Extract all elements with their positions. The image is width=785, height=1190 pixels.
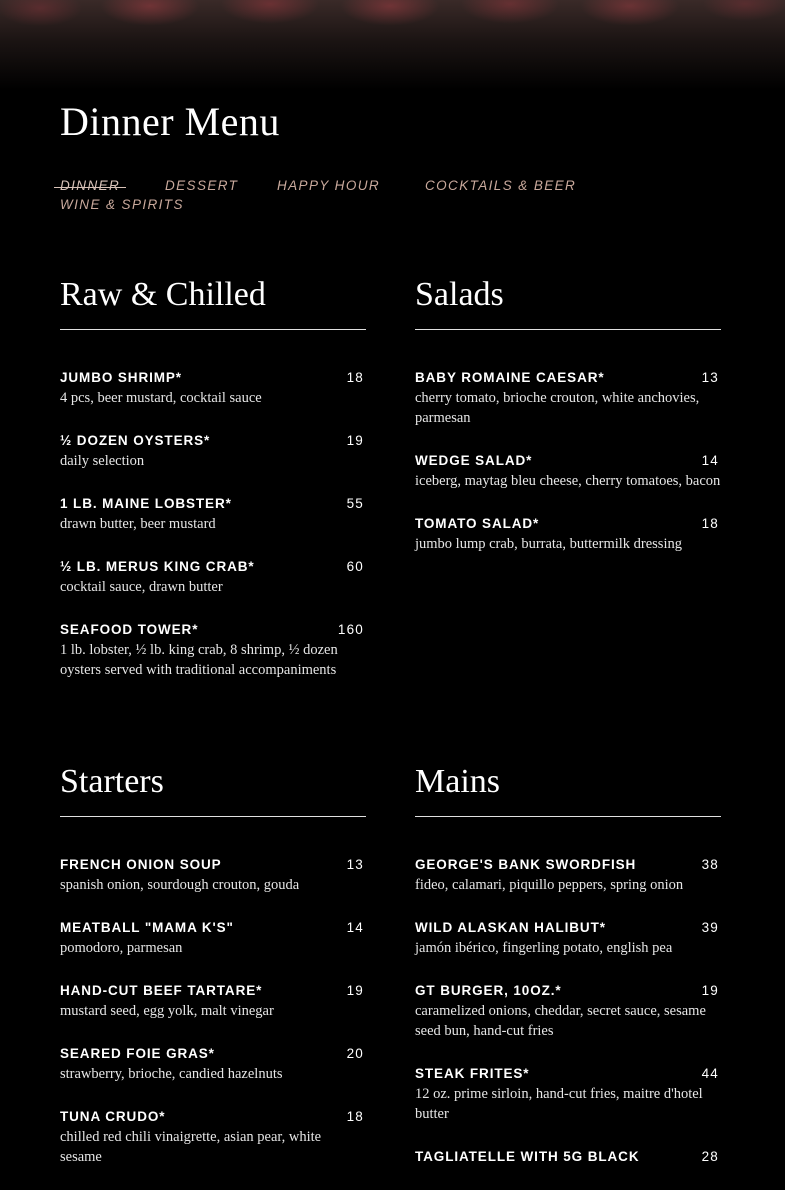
item-name: TOMATO SALAD* bbox=[415, 516, 540, 531]
item-price: 44 bbox=[701, 1066, 719, 1081]
menu-item bbox=[60, 431, 366, 471]
menu-item bbox=[415, 451, 721, 491]
item-name: HAND-CUT BEEF TARTARE* bbox=[60, 983, 263, 998]
item-description: caramelized onions, cheddar, secret sauce, sesame seed bun, hand-cut fries bbox=[415, 1003, 706, 1039]
item-description: mustard seed, egg yolk, malt vinegar bbox=[60, 1003, 274, 1019]
item-description: 1 lb. lobster, ½ lb. king crab, 8 shrimp, ½ dozen oysters served with traditional accompaniments bbox=[60, 642, 338, 678]
section-title: Starters bbox=[60, 762, 366, 817]
item-price: 19 bbox=[346, 433, 364, 448]
item-price: 13 bbox=[701, 370, 719, 385]
item-price: 28 bbox=[701, 1149, 719, 1164]
page-title: Dinner Menu bbox=[60, 99, 280, 144]
item-price: 19 bbox=[346, 983, 364, 998]
item-price: 60 bbox=[346, 559, 364, 574]
item-description: chilled red chili vinaigrette, asian pear, white sesame bbox=[60, 1129, 322, 1165]
item-name: TUNA CRUDO* bbox=[60, 1109, 166, 1124]
section-raw-chilled bbox=[60, 275, 366, 703]
item-price: 55 bbox=[346, 496, 364, 511]
menu-item bbox=[415, 918, 721, 958]
item-price: 160 bbox=[337, 622, 364, 637]
item-description: spanish onion, sourdough crouton, gouda bbox=[60, 877, 300, 893]
menu-item bbox=[60, 981, 366, 1021]
section-title: Raw & Chilled bbox=[60, 275, 366, 330]
section-mains bbox=[415, 762, 721, 1190]
menu-item bbox=[415, 855, 721, 895]
item-name: SEAFOOD TOWER* bbox=[60, 622, 199, 637]
menu-item bbox=[60, 620, 366, 680]
item-price: 39 bbox=[701, 920, 719, 935]
item-name: TAGLIATELLE WITH 5G BLACK bbox=[415, 1149, 640, 1164]
tab-wine-spirits[interactable]: WINE & SPIRITS bbox=[60, 197, 184, 212]
item-name: 1 LB. MAINE LOBSTER* bbox=[60, 496, 232, 511]
section-salads bbox=[415, 275, 721, 577]
item-price: 14 bbox=[346, 920, 364, 935]
item-price: 19 bbox=[701, 983, 719, 998]
menu-item bbox=[60, 1044, 366, 1084]
menu-item bbox=[60, 494, 366, 534]
tab-happy-hour[interactable]: HAPPY HOUR bbox=[277, 178, 381, 193]
item-price: 38 bbox=[701, 857, 719, 872]
menu-item bbox=[415, 1064, 721, 1124]
item-name: SEARED FOIE GRAS* bbox=[60, 1046, 215, 1061]
item-price: 18 bbox=[701, 516, 719, 531]
menu-item bbox=[415, 1147, 721, 1167]
item-description: cocktail sauce, drawn butter bbox=[60, 579, 223, 595]
menu-item bbox=[415, 981, 721, 1041]
item-name: GT BURGER, 10OZ.* bbox=[415, 983, 562, 998]
item-name: ½ DOZEN OYSTERS* bbox=[60, 433, 211, 448]
item-price: 13 bbox=[346, 857, 364, 872]
item-description: 4 pcs, beer mustard, cocktail sauce bbox=[60, 390, 262, 406]
menu-item bbox=[60, 368, 366, 408]
item-price: 20 bbox=[346, 1046, 364, 1061]
menu-item bbox=[415, 514, 721, 554]
menu-item bbox=[60, 557, 366, 597]
tab-dinner[interactable]: DINNER bbox=[60, 178, 121, 193]
item-description: jamón ibérico, fingerling potato, english pea bbox=[415, 940, 673, 956]
item-price: 14 bbox=[701, 453, 719, 468]
section-title: Mains bbox=[415, 762, 721, 817]
item-description: cherry tomato, brioche crouton, white anchovies, parmesan bbox=[415, 390, 700, 426]
item-description: iceberg, maytag bleu cheese, cherry tomatoes, bacon bbox=[415, 473, 721, 489]
section-starters bbox=[60, 762, 366, 1190]
item-price: 18 bbox=[346, 370, 364, 385]
item-description: drawn butter, beer mustard bbox=[60, 516, 216, 532]
item-name: FRENCH ONION SOUP bbox=[60, 857, 222, 872]
menu-item bbox=[60, 855, 366, 895]
item-description: fideo, calamari, piquillo peppers, spring onion bbox=[415, 877, 684, 893]
item-description: strawberry, brioche, candied hazelnuts bbox=[60, 1066, 283, 1082]
item-description: jumbo lump crab, burrata, buttermilk dressing bbox=[415, 536, 682, 552]
item-name: ½ LB. MERUS KING CRAB* bbox=[60, 559, 255, 574]
item-description: 12 oz. prime sirloin, hand-cut fries, maitre d'hotel butter bbox=[415, 1086, 703, 1122]
item-name: MEATBALL "MAMA K'S" bbox=[60, 920, 234, 935]
menu-item bbox=[60, 918, 366, 958]
menu-item bbox=[60, 1107, 366, 1167]
item-description: daily selection bbox=[60, 453, 145, 469]
item-name: STEAK FRITES* bbox=[415, 1066, 530, 1081]
item-name: BABY ROMAINE CAESAR* bbox=[415, 370, 605, 385]
hero-image bbox=[0, 0, 785, 90]
section-title: Salads bbox=[415, 275, 721, 330]
item-name: JUMBO SHRIMP* bbox=[60, 370, 182, 385]
item-name: WILD ALASKAN HALIBUT* bbox=[415, 920, 606, 935]
tab-dessert[interactable]: DESSERT bbox=[165, 178, 239, 193]
item-name: GEORGE'S BANK SWORDFISH bbox=[415, 857, 637, 872]
menu-item bbox=[415, 368, 721, 428]
item-description: pomodoro, parmesan bbox=[60, 940, 183, 956]
tab-cocktails-beer[interactable]: COCKTAILS & BEER bbox=[425, 178, 577, 193]
item-name: WEDGE SALAD* bbox=[415, 453, 533, 468]
item-price: 18 bbox=[346, 1109, 364, 1124]
